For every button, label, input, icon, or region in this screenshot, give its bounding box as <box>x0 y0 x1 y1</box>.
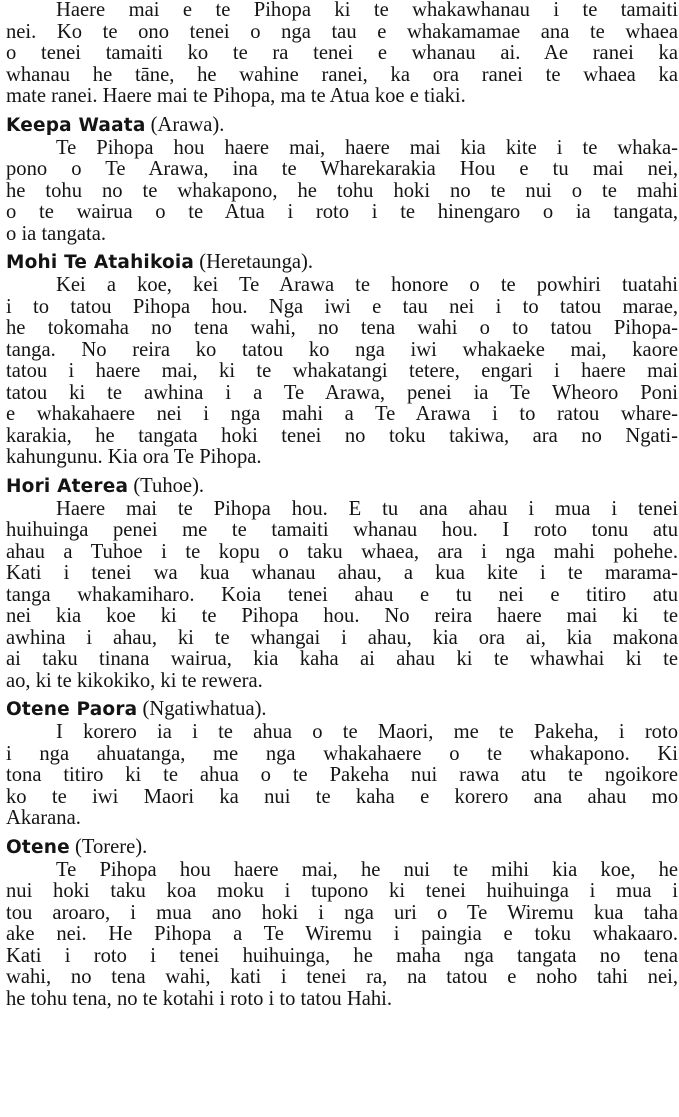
text-line: o tenei tamaiti ko te ra tenei e whanau ai. Ae ranei ka <box>6 42 678 64</box>
speech-section <box>6 249 678 469</box>
text-line: tatou ki te awhina i a Te Arawa, penei ia Te Wheoro Poni <box>6 381 678 404</box>
text-line: i to tatou Pihopa hou. Nga iwi e tau nei i to tatou marae, <box>6 295 678 318</box>
speaker-tribe: (Torere). <box>75 835 148 858</box>
text-line: pono o Te Arawa, ina te Wharekarakia Hou e tu mai nei, <box>6 158 678 180</box>
speech-section <box>6 834 678 1011</box>
speech-paragraph <box>6 722 678 830</box>
speaker-tribe: (Heretaunga). <box>199 251 314 273</box>
text-line: nui hoki taku koa moku i tupono ki tenei huihuinga i mua i <box>6 880 678 902</box>
text-line: Te Pihopa hou haere mai, haere mai kia kite i te whaka- <box>56 136 678 159</box>
text-line: e whakahaere nei i nga mahi a Te Arawa i to ratou whare- <box>6 403 678 425</box>
text-line: Haere mai e te Pihopa ki te whakawhanau i te tamaiti <box>56 0 678 21</box>
speech-section <box>6 112 678 246</box>
text-line: he tokomaha no tena wahi, no tena wahi o to tatou Pihopa- <box>6 317 678 339</box>
text-line: awhina i ahau, ki te whangai i ahau, kia ora ai, kia makona <box>6 626 678 649</box>
text-line: Te Pihopa hou haere mai, he nui te mihi kia koe, he <box>56 858 678 881</box>
speaker-name: Mohi Te Atahikoia <box>6 252 195 273</box>
speech-paragraph <box>6 860 678 1011</box>
speaker-heading <box>6 249 678 275</box>
speaker-name: Keepa Waata <box>6 114 146 136</box>
intro-paragraph <box>6 0 678 108</box>
text-line: tanga whakamiharo. Koia tenei ahau e tu nei e titiro atu <box>6 583 678 606</box>
text-line: huihuinga penei me te tamaiti whanau hou. I roto tonu atu <box>6 519 678 541</box>
speaker-tribe: (Tuhoe). <box>133 474 205 497</box>
document-page <box>6 0 678 1012</box>
text-line: ake nei. He Pihopa a Te Wiremu i paingia e toku whakaaro. <box>6 923 678 945</box>
text-line: whanau he tāne, he wahine ranei, ka ora ranei te whaea ka <box>6 63 678 86</box>
text-line: Haere mai te Pihopa hou. E tu ana ahau i mua i tenei <box>56 497 678 520</box>
speaker-name: Otene Paora <box>6 699 138 720</box>
speaker-tribe: (Ngatiwhatua). <box>142 698 267 720</box>
text-line: mate ranei. Haere mai te Pihopa, ma te Atua koe e tiaki. <box>6 85 466 107</box>
text-line: ao, ki te kikokiko, ki te rewera. <box>6 669 263 692</box>
text-line: tou aroaro, i mua ano hoki i nga uri o Te Wiremu kua taha <box>6 901 678 924</box>
text-line: nei. Ko te ono tenei o nga tau e whakamamae ana te whaea <box>6 20 678 43</box>
text-line: o te wairua o te Atua i roto i te hinengaro o ia tangata, <box>6 201 678 223</box>
text-line: tona titiro ki te ahua o te Pakeha nui rawa atu te ngoikore <box>6 764 678 786</box>
text-line: I korero ia i te ahua o te Maori, me te Pakeha, i roto <box>56 721 678 743</box>
speaker-name: Hori Aterea <box>6 475 129 497</box>
text-line: ai taku tinana wairua, kia kaha ai ahau ki te whawhai ki te <box>6 648 678 670</box>
text-line: wahi, no tena wahi, kati i tenei ra, na tatou e noho tahi nei, <box>6 966 678 988</box>
speech-paragraph <box>6 138 678 246</box>
speech-paragraph <box>6 275 678 469</box>
speaker-heading <box>6 473 678 499</box>
text-line: i nga ahuatanga, me nga whakahaere o te whakapono. Ki <box>6 742 678 765</box>
text-line: nei kia koe ki te Pihopa hou. No reira haere mai ki te <box>6 605 678 627</box>
speech-paragraph <box>6 499 678 693</box>
speaker-name: Otene <box>6 836 70 858</box>
speech-section <box>6 696 678 830</box>
text-line: Kei a koe, kei Te Arawa te honore o te powhiri tuatahi <box>56 274 678 296</box>
text-line: Kati i roto i tenei huihuinga, he maha nga tangata no tena <box>6 944 678 967</box>
speaker-tribe: (Arawa). <box>150 113 225 136</box>
text-line: tatou i haere mai, ki te whakatangi tetere, engari i haere mai <box>6 360 678 382</box>
text-line: ahau a Tuhoe i te kopu o taku whaea, ara i nga mahi pohehe. <box>6 540 678 563</box>
speaker-heading <box>6 834 678 860</box>
speaker-heading <box>6 112 678 138</box>
text-line: ko te iwi Maori ka nui te kaha e korero ana ahau mo <box>6 785 678 808</box>
text-line: Kati i tenei wa kua whanau ahau, a kua kite i te marama- <box>6 562 678 584</box>
speaker-heading <box>6 696 678 722</box>
text-line: he tohu tena, no te kotahi i roto i to tatou Hahi. <box>6 987 393 1010</box>
text-line: kahungunu. Kia ora Te Pihopa. <box>6 446 262 468</box>
text-line: o ia tangata. <box>6 222 107 245</box>
text-line: tanga. No reira ko tatou ko nga iwi whakaeke mai, kaore <box>6 338 678 361</box>
text-line: he tohu no te whakapono, he tohu hoki no te nui o te mahi <box>6 179 678 202</box>
text-line: Akarana. <box>6 807 81 829</box>
text-line: karakia, he tangata hoki tenei no toku takiwa, ara no Ngati- <box>6 424 678 447</box>
speech-section <box>6 473 678 693</box>
